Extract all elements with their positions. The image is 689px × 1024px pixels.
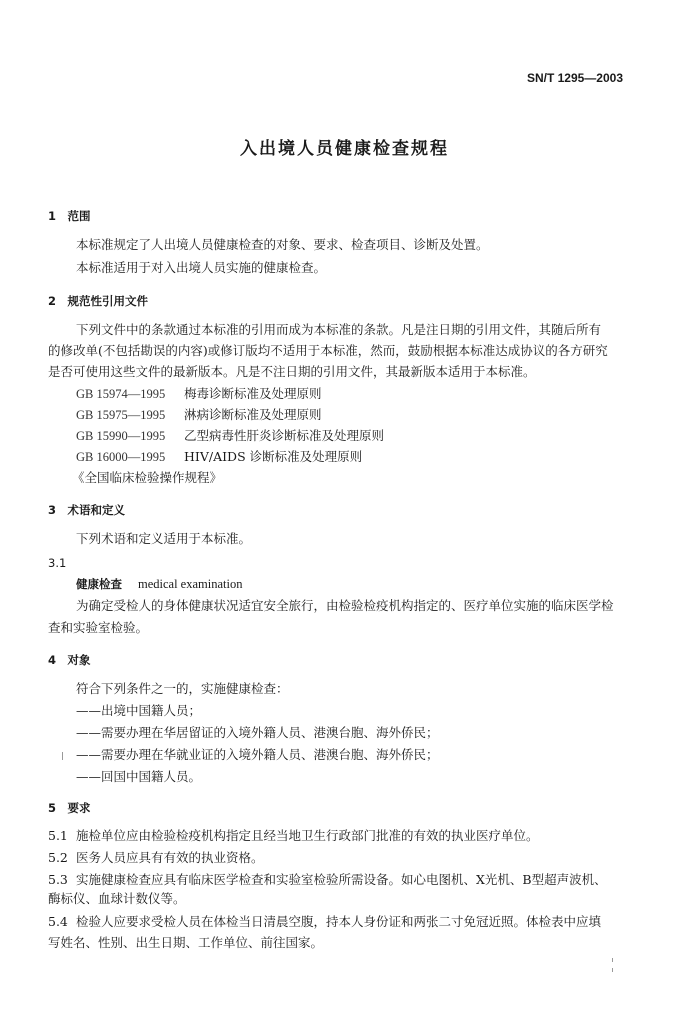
section-3-heading: 3 术语和定义: [48, 503, 126, 517]
reference-item: [76, 428, 384, 444]
clause-number: 3.1: [48, 556, 67, 570]
section-4-heading: 4 对象: [48, 653, 91, 667]
clause-5-3-continued: 酶标仪、血球计数仪等。: [48, 891, 186, 906]
section-2-para-line-1: 下列文件中的条款通过本标准的引用而成为本标准的条款。凡是注日期的引用文件，其随后所有: [76, 322, 602, 337]
clause-5-3: [48, 872, 607, 888]
standard-number: SN/T 1295—2003: [526, 71, 623, 85]
section-5-heading: 5 要求: [48, 801, 91, 815]
clause-number: 5.3: [48, 872, 68, 887]
section-1-para-1: 本标准规定了人出境人员健康检查的对象、要求、检查项目、诊断及处置。: [76, 237, 489, 252]
clause-text: 医务人员应具有有效的执业资格。: [76, 850, 264, 865]
section-2-para-line-2: 的修改单(不包括勘误的内容)或修订版均不适用于本标准，然而，鼓励根据本标准达成协议的各方研究: [48, 343, 608, 358]
clause-number: 5.2: [48, 850, 68, 865]
reference-item: [76, 407, 322, 423]
clause-text: 检验人应要求受检人员在体检当日清晨空腹，持本人身份证和两张二寸免冠近照。体检表中应填: [76, 914, 602, 929]
list-item: ——回国中国籍人员。: [76, 769, 202, 784]
term-entry: [76, 576, 242, 592]
clause-5-1: [48, 828, 539, 844]
reference-title: 淋病诊断标准及处理原则: [184, 407, 322, 422]
section-2-heading: 2 规范性引用文件: [48, 294, 149, 308]
clause-text: 实施健康检查应具有临床医学检查和实验室检验所需设备。如心电图机、X光机、B型超声波机、: [76, 872, 607, 887]
list-item: ——需要办理在华就业证的入境外籍人员、港澳台胞、海外侨民；: [76, 747, 439, 762]
section-3-intro: 下列术语和定义适用于本标准。: [76, 531, 252, 546]
section-2-para-line-3: 是否可使用这些文件的最新版本。凡是不注日期的引用文件，其最新版本适用于本标准。: [48, 364, 536, 379]
section-4-intro: 符合下列条件之一的，实施健康检查：: [76, 681, 289, 696]
definition-line-2: 查和实验室检验。: [48, 620, 149, 635]
reference-code: GB 16000—1995: [76, 450, 166, 464]
section-1-para-2: 本标准适用于对入出境人员实施的健康检查。: [76, 260, 327, 275]
reference-item: [76, 386, 322, 402]
section-1-heading: 1 范围: [48, 209, 91, 223]
scan-mark: [612, 958, 613, 962]
clause-number: 5.4: [48, 914, 68, 929]
reference-title: 乙型病毒性肝炎诊断标准及处理原则: [184, 428, 385, 443]
document-title: 入出境人员健康检查规程: [240, 139, 449, 159]
list-item: ——需要办理在华居留证的入境外籍人员、港澳台胞、海外侨民；: [76, 725, 439, 740]
scan-mark: [62, 752, 63, 760]
list-item: ——出境中国籍人员；: [76, 703, 202, 718]
reference-title: HIV/AIDS 诊断标准及处理原则: [184, 449, 363, 464]
clause-number: 5.1: [48, 828, 68, 843]
reference-title: 梅毒诊断标准及处理原则: [184, 386, 322, 401]
scan-mark: [612, 968, 613, 972]
term-english: medical examination: [137, 577, 243, 591]
reference-code: GB 15974—1995: [76, 387, 166, 401]
reference-item: [76, 449, 362, 465]
clause-5-4-continued: 写姓名、性别、出生日期、工作单位、前往国家。: [48, 935, 324, 950]
definition-line-1: 为确定受检人的身体健康状况适宜安全旅行，由检验检疫机构指定的、医疗单位实施的临床医学检: [76, 598, 614, 613]
reference-item-extra: 《全国临床检验操作规程》: [72, 470, 223, 485]
reference-code: GB 15975—1995: [76, 408, 166, 422]
clause-text: 施检单位应由检验检疫机构指定且经当地卫生行政部门批准的有效的执业医疗单位。: [76, 828, 539, 843]
reference-code: GB 15990—1995: [76, 429, 166, 443]
clause-5-4: [48, 914, 601, 930]
term-chinese: 健康检查: [76, 577, 122, 591]
clause-5-2: [48, 850, 264, 866]
